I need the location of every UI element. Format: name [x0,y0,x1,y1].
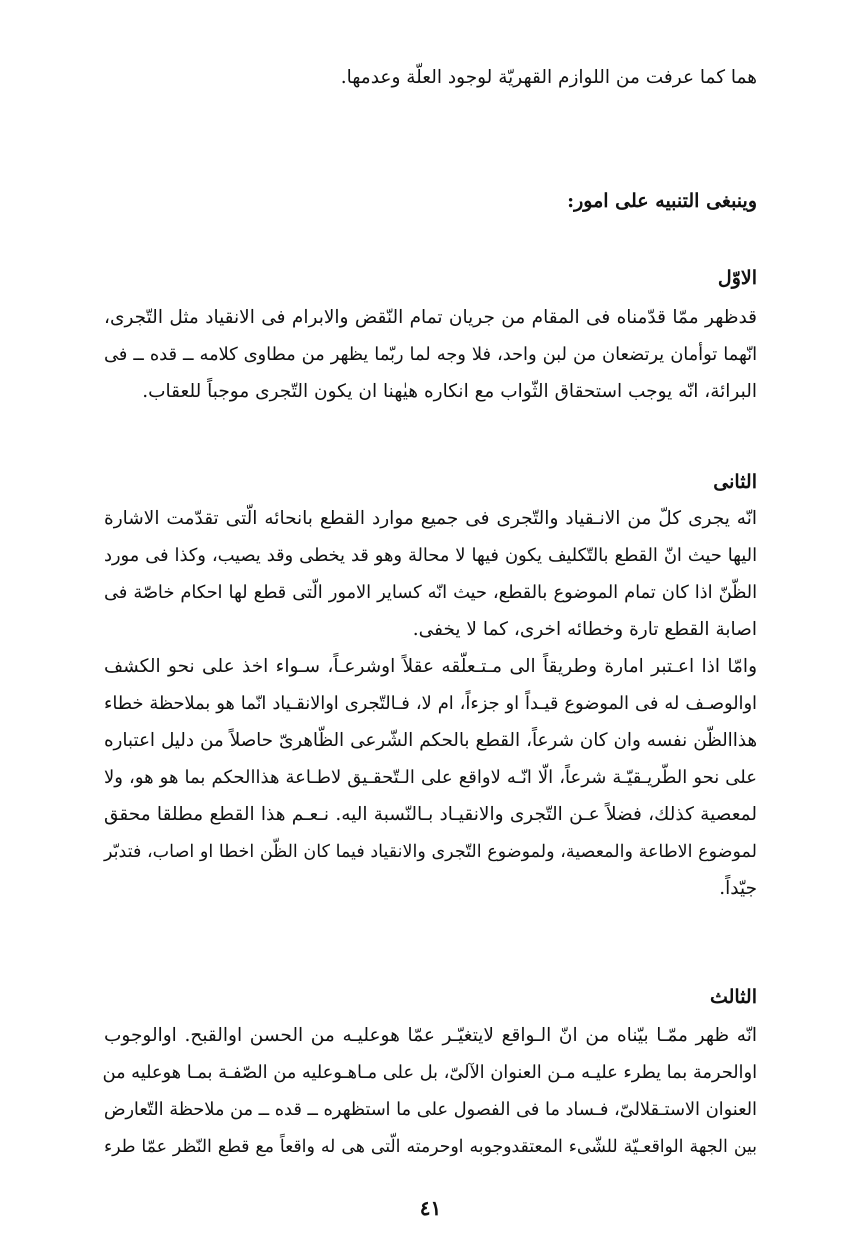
section-2-line: انّه يجرى كلّ من الانـقياد والتّجرى فى جميع موارد القطع بانحائه الّتى تقدّمت الاشارة [104,508,757,529]
section-3-line: انّه ظهر ممّـا بيّناه من انّ الـواقع لايتغيّـر عمّا هوعليـه من الحسن اوالقبح. اوالوجوب [104,1025,757,1046]
section-3-line: بين الجهة الواقعـيّة للشّىء المعتقدوجوبه اوحرمته الّتى هى له واقعاً مع قطع النّظر عمّا طرء [104,1137,757,1157]
section-2-line: الظّنّ اذا كان تمام الموضوع بالقطع، حيث انّه كساير الامور الّتى قطع لها احكام خاصّة فى [104,583,757,603]
notice-heading: وينبغى التنبيه على امور: [567,190,757,212]
section-1-line: انّهما توأمان يرتضعان من لبن واحد، فلا وجه لما ربّما يظهر من مطاوى كلامه ــ قده ــ فى [104,345,757,365]
section-2-line: اليها حيث انّ القطع بالتّكليف يكون فيها لا محالة وهو قد يخطى وقد يصيب، وكذا فى مورد [104,546,757,566]
section-2-line: وامّا اذا اعـتبر امارة وطريقاً الى مـتـعلّقه عقلاً اوشرعـاً، سـواء اخذ على نحو الكشف [104,656,757,677]
section-2-line: لموضوع الاطاعة والمعصية، ولموضوع التّجرى والانقياد فيما كان الظّن اخطا او اصاب، فتدبّر [104,842,757,862]
section-2-line: لمعصية كذلك، فضلاً عـن التّجرى والانقيـاد بـالنّسبة اليه. نـعـم هذا القطع مطلقا محقق [104,804,757,825]
section-3-line: العنوان الاستـقلالىّ، فـساد ما فى الفصول على ما استظهره ــ قده ــ من ملاحظة التّعارض [103,1100,757,1120]
intro-line: هما كما عرفت من اللوازم القهريّة لوجود العلّة وعدمها. [340,67,757,88]
section-2-heading: الثانى [713,471,757,493]
section-2-line: على نحو الطّريـقيّـة شرعاً، الّا انّـه لاواقع على الـتّحقـيق لاطـاعة هذاالحكم بما هو هو، ولا [104,767,757,788]
section-2-line: جيّداً. [719,878,757,899]
section-2-line: اوالوصـف له فى الموضوع قيـداً او جزءاً، ام لا، فـالتّجرى اوالانقـياد انّما هو بملاحظة خطاء [104,694,757,714]
section-2-line: اصابة القطع تارة وخطائه اخرى، كما لا يخفى. [412,619,757,640]
document-page [104,0,757,1257]
section-2-line: هذاالظّن نفسه وان كان شرعاً، القطع بالحكم الشّرعى الظّاهرىّ حاصلاً من دليل اعتباره [104,730,757,751]
section-3-heading: الثالث [709,986,757,1008]
section-1-line: البرائة، انّه يوجب استحقاق الثّواب مع انكاره هيٰهنا ان يكون التّجرى موجباً للعقاب. [142,381,757,402]
section-3-line: اوالحرمة بما يطرء عليـه مـن العنوان الآلىّ، بل على مـاهـوعليه من الصّفـة بمـا هوعليه من [102,1063,757,1083]
section-1-line: قدظهر ممّا قدّمناه فى المقام من جريان تمام النّقض والابرام فى الانقياد مثل التّجرى، [104,307,757,328]
section-1-heading: الاوّل [717,267,757,289]
page-number: ٤١ [419,1196,442,1220]
